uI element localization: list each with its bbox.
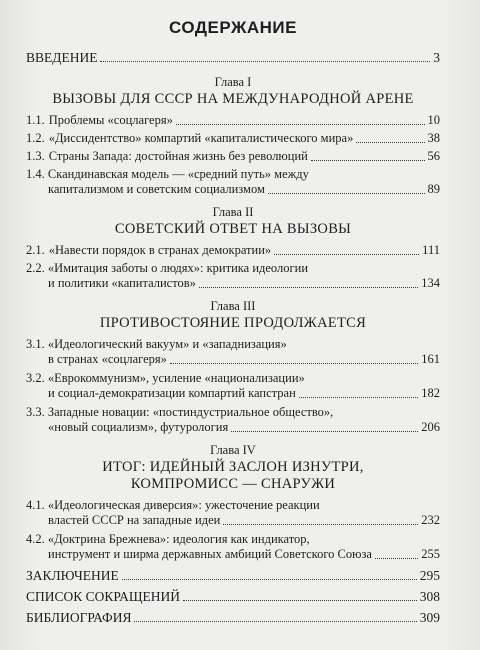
toc-entry-section [26, 243, 440, 258]
toc-entry-conclusion [26, 568, 440, 583]
section-title: Скандинавская модель — «средний путь» между [47, 167, 309, 181]
section-page: 56 [427, 149, 440, 163]
section-title-continued: властей СССР на западные идеи [48, 513, 221, 527]
section-number: 1.2. [26, 131, 45, 145]
section-title: «Еврокоммунизм», усиление «национализации» [47, 371, 305, 385]
section-title: «Навести порядок в странах демократии» [48, 243, 272, 257]
leader-dots [299, 397, 418, 398]
toc-entry-section [26, 131, 440, 146]
chapter-label: Глава III [210, 299, 256, 313]
section-page: 38 [427, 131, 440, 145]
section-title-continued: в странах «соцлагеря» [48, 352, 167, 366]
leader-dots [122, 579, 417, 580]
entry-label: ВВЕДЕНИЕ [26, 50, 98, 65]
leader-dots [311, 160, 425, 161]
toc-title: СОДЕРЖАНИЕ [169, 18, 297, 37]
leader-dots [375, 558, 418, 559]
section-title: Проблемы «соцлагеря» [48, 113, 173, 127]
section-title-continued: инструмент и ширма державных амбиций Советского Союза [48, 547, 372, 561]
section-number: 3.1. [26, 337, 45, 351]
entry-page: 308 [419, 589, 440, 604]
section-title: Западные новации: «постиндустриальное общество», [47, 405, 334, 419]
chapter-label: Глава IV [210, 443, 256, 457]
section-number: 4.2. [26, 532, 45, 546]
section-number: 4.1. [26, 498, 45, 512]
chapter-title: СОВЕТСКИЙ ОТВЕТ НА ВЫЗОВЫ [114, 221, 352, 237]
toc-entry-bibliography [26, 610, 440, 625]
chapter-title: ПРОТИВОСТОЯНИЕ ПРОДОЛЖАЕТСЯ [99, 315, 367, 331]
section-title: Страны Запада: достойная жизнь без революций [48, 149, 308, 163]
section-page: 182 [421, 386, 440, 400]
section-title-continued: капитализмом и советским социализмом [48, 182, 265, 196]
leader-dots [199, 287, 418, 288]
entry-label: СПИСОК СОКРАЩЕНИЙ [26, 589, 181, 604]
section-title: «Идеологический вакуум» и «западнизация» [47, 337, 287, 351]
section-number: 2.2. [26, 261, 45, 275]
leader-dots [356, 142, 424, 143]
leader-dots [134, 621, 416, 622]
toc-entry-section [26, 532, 440, 562]
entry-page: 3 [433, 50, 440, 65]
section-title: «Доктрина Брежнева»: идеология как индикатор, [47, 532, 310, 546]
toc-entry-section [26, 371, 440, 401]
toc-entry-intro [26, 50, 440, 65]
entry-page: 309 [419, 610, 440, 625]
leader-dots [223, 524, 418, 525]
chapter-title: ВЫЗОВЫ ДЛЯ СССР НА МЕЖДУНАРОДНОЙ АРЕНЕ [52, 91, 414, 107]
section-page: 134 [421, 276, 440, 290]
section-title: «Диссидентство» компартий «капиталистического мира» [48, 131, 354, 145]
section-title-continued: и политики «капиталистов» [48, 276, 196, 290]
leader-dots [183, 600, 417, 601]
section-number: 2.1. [26, 243, 45, 257]
chapter-title-continued: КОМПРОМИСС — СНАРУЖИ [130, 476, 336, 492]
section-page: 232 [421, 513, 440, 527]
leader-dots [231, 431, 418, 432]
toc-entry-section [26, 337, 440, 367]
toc-entry-section [26, 149, 440, 164]
section-number: 3.2. [26, 371, 45, 385]
toc-entry-abbreviations [26, 589, 440, 604]
toc-entry-section [26, 167, 440, 197]
section-page: 89 [427, 182, 440, 196]
leader-dots [274, 254, 419, 255]
toc-entry-section [26, 261, 440, 291]
section-page: 206 [421, 420, 440, 434]
toc-entry-section [26, 405, 440, 435]
section-page: 10 [427, 113, 440, 127]
chapter-title: ИТОГ: ИДЕЙНЫЙ ЗАСЛОН ИЗНУТРИ, [102, 459, 364, 475]
section-page: 161 [421, 352, 440, 366]
section-number: 1.4. [26, 167, 45, 181]
section-page: 255 [421, 547, 440, 561]
toc-entry-section [26, 113, 440, 128]
section-number: 1.1. [26, 113, 45, 127]
section-title: «Идеологическая диверсия»: ужесточение реакции [47, 498, 320, 512]
chapter-label: Глава I [214, 75, 252, 89]
chapter-label: Глава II [212, 205, 254, 219]
section-title-continued: и социал-демократизации компартий капстран [48, 386, 296, 400]
section-title: «Имитация заботы о людях»: критика идеологии [47, 261, 309, 275]
section-number: 3.3. [26, 405, 45, 419]
toc-entry-section [26, 498, 440, 528]
leader-dots [170, 363, 418, 364]
entry-page: 295 [419, 568, 440, 583]
entry-label: ЗАКЛЮЧЕНИЕ [26, 568, 119, 583]
section-page: 111 [422, 243, 440, 257]
leader-dots [176, 124, 425, 125]
leader-dots [100, 61, 430, 62]
entry-label: БИБЛИОГРАФИЯ [26, 610, 132, 625]
leader-dots [268, 193, 425, 194]
section-title-continued: «новый социализм», футурология [48, 420, 229, 434]
section-number: 1.3. [26, 149, 45, 163]
